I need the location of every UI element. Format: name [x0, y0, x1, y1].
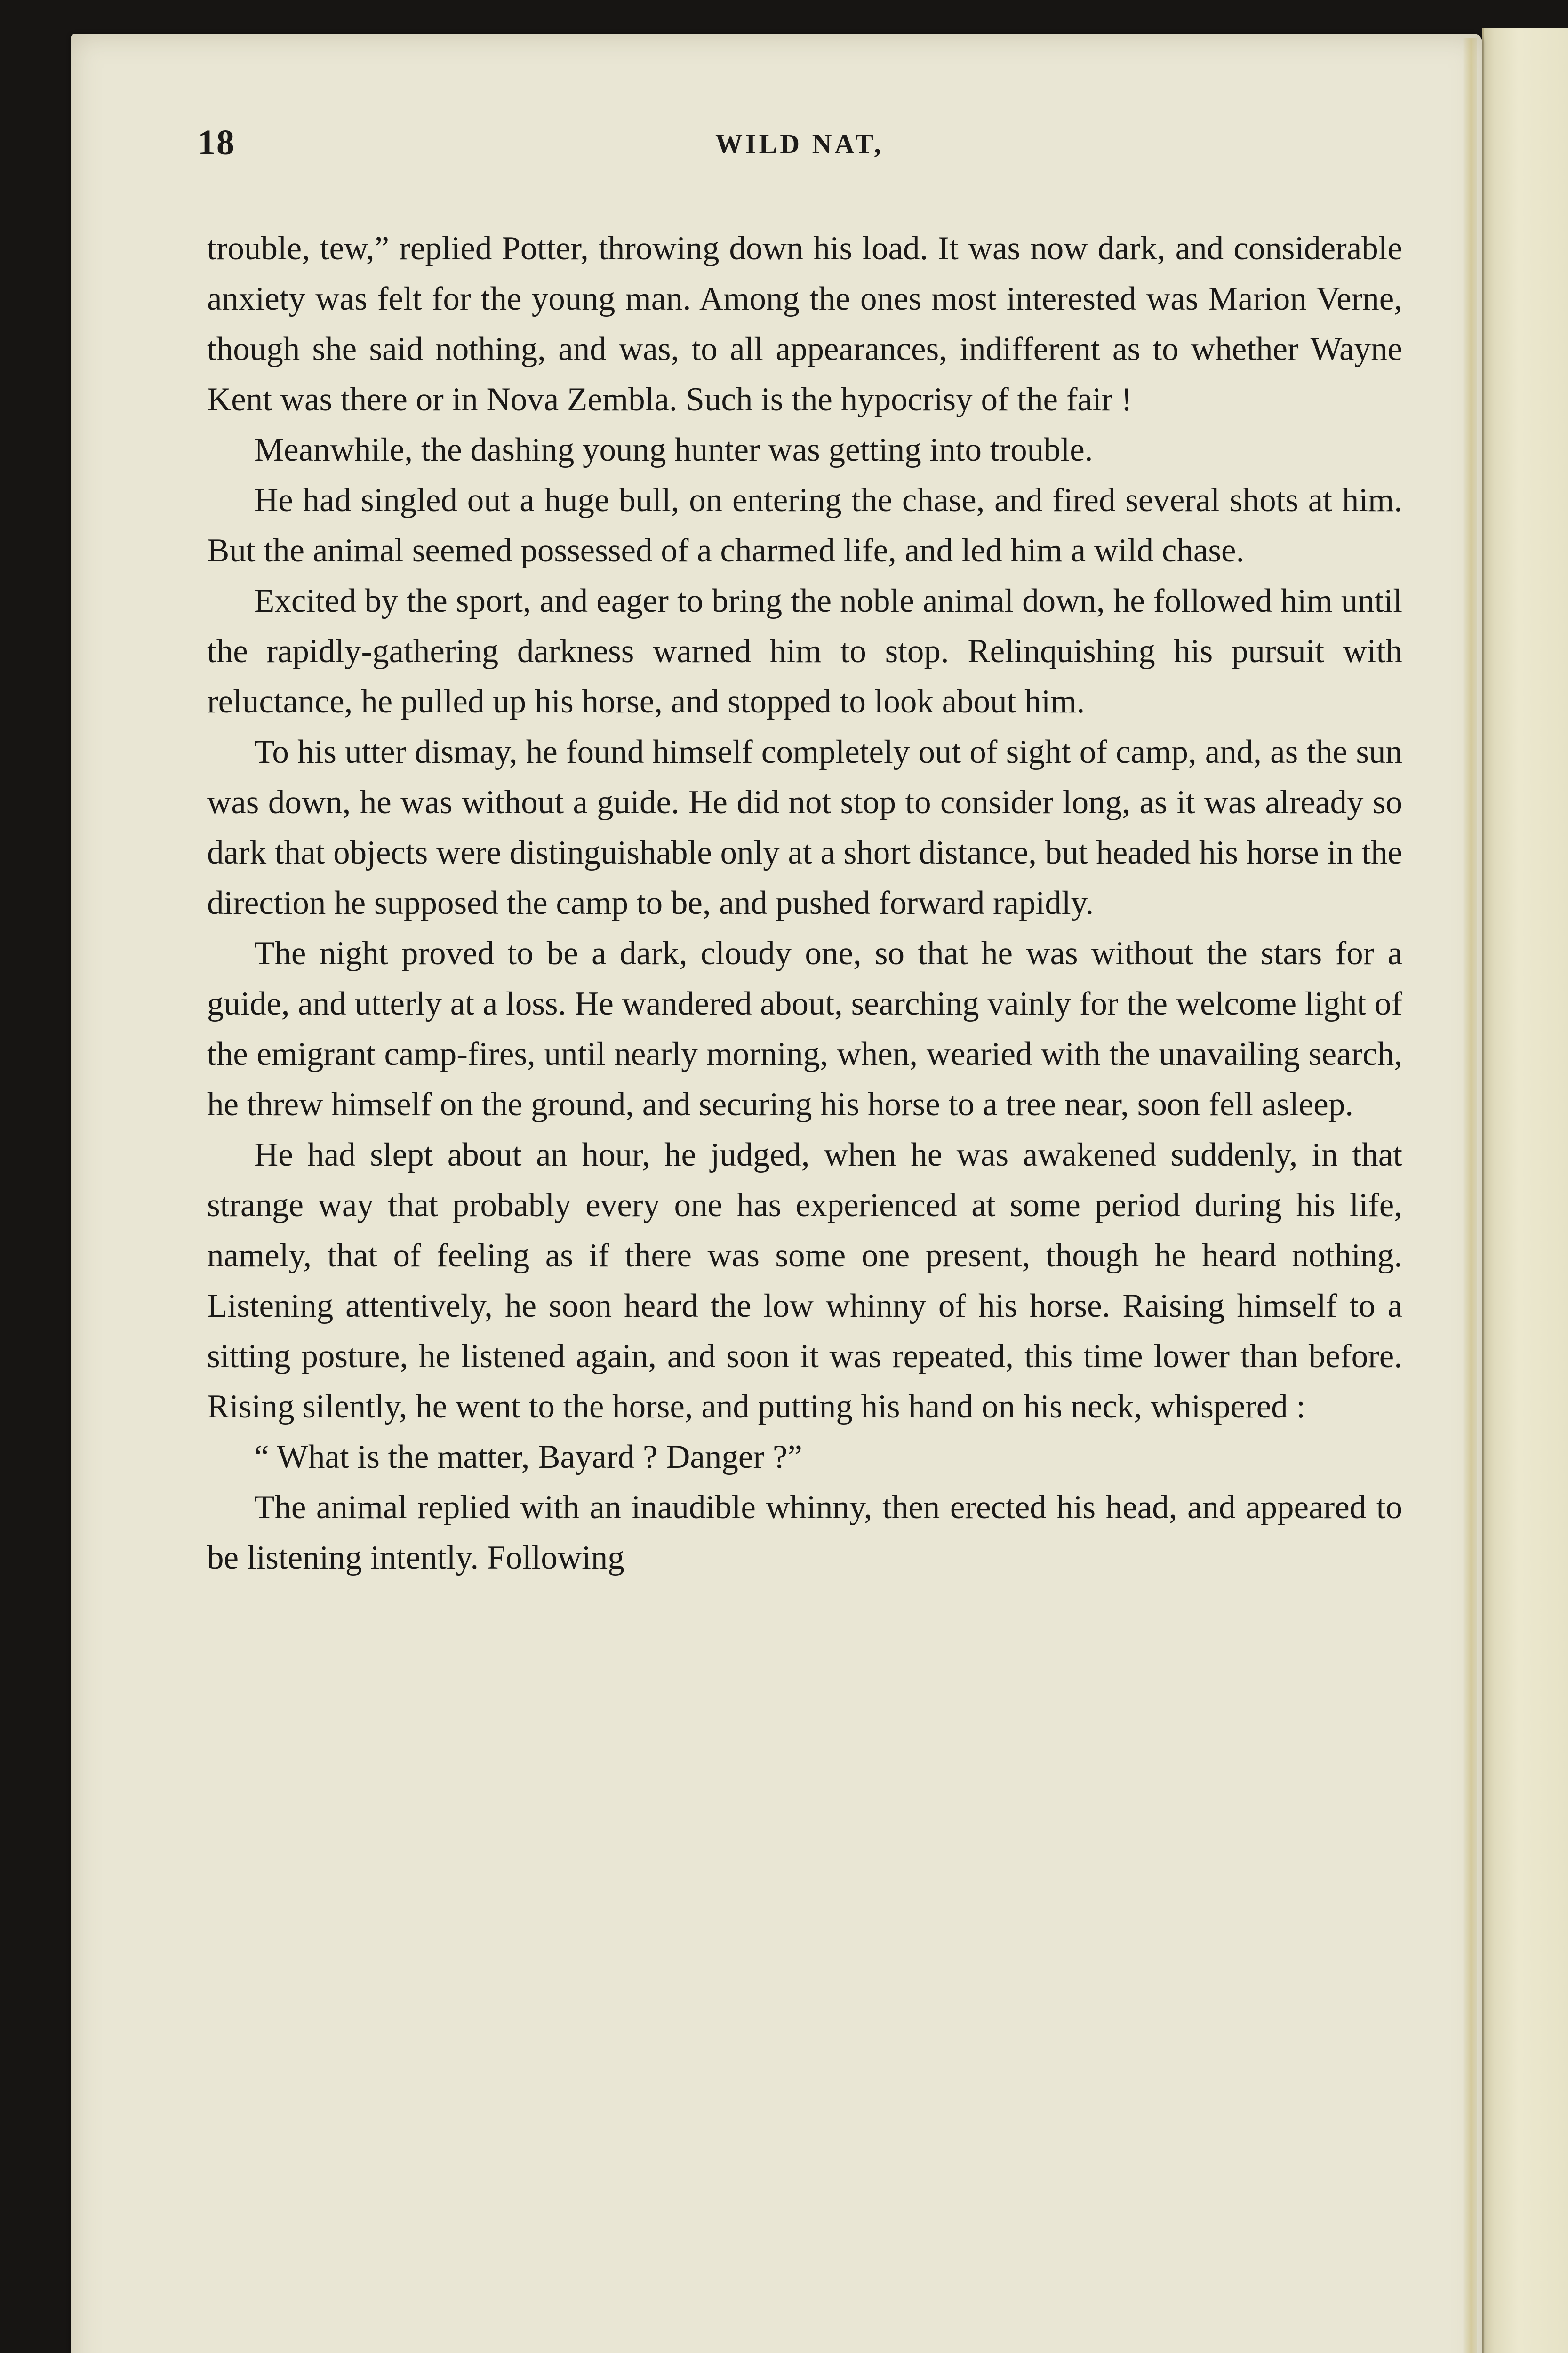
paragraph: Meanwhile, the dashing young hunter was getting into trouble.	[254, 432, 1093, 468]
paragraph: “ What is the matter, Bayard ? Danger ?”	[254, 1439, 802, 1475]
page-gutter-shadow	[1463, 38, 1477, 2353]
page-number: 18	[198, 123, 235, 162]
paragraph: He had singled out a huge bull, on entering the chase, and fired several shots at him. But the animal seemed possessed of a charmed life, and led him a wild chase.	[207, 482, 1402, 569]
paragraph: trouble, tew,” replied Potter, throwing down his load. It was now dark, and considerable anxiety was felt for the young man. Among the ones most interested was Marion Verne, though she said nothing, and was, to all appearances, indifferent as to whether Wayne Kent was there or in Nova Zembla. Such is the hypocrisy of the fair !	[207, 230, 1402, 418]
paragraph: To his utter dismay, he found himself completely out of sight of camp, and, as the sun was down, he was without a guide. He did not stop to consider long, as it was already so dark that objects were distinguishable only at a short distance, but headed his horse in the direction he supposed the camp to be, and pushed forward rapidly.	[207, 734, 1402, 921]
body-text	[207, 224, 1402, 1583]
facing-page-edge	[1482, 28, 1568, 2353]
running-title: WILD NAT,	[715, 128, 884, 159]
running-head	[198, 122, 1402, 179]
paragraph: The animal replied with an inaudible whinny, then erected his head, and appeared to be listening intently. Following	[207, 1489, 1402, 1576]
paragraph: Excited by the sport, and eager to bring the noble animal down, he followed him until the rapidly-gathering darkness warned him to stop. Relinquishing his pursuit with reluctance, he pulled up his horse, and stopped to look about him.	[207, 583, 1402, 720]
paragraph: The night proved to be a dark, cloudy one, so that he was without the stars for a guide, and utterly at a loss. He wandered about, searching vainly for the welcome light of the emigrant camp-fires, until nearly morning, when, wearied with the unavailing search, he threw himself on the ground, and securing his horse to a tree near, soon fell asleep.	[207, 935, 1402, 1123]
paragraph: He had slept about an hour, he judged, when he was awakened suddenly, in that strange way that probably every one has experienced at some period during his life, namely, that of feeling as if there was some one present, though he heard nothing. Listening attentively, he soon heard the low whinny of his horse. Raising himself to a sitting posture, he listened again, and soon it was repeated, this time lower than before. Rising silently, he went to the horse, and putting his hand on his neck, whispered :	[207, 1136, 1402, 1425]
